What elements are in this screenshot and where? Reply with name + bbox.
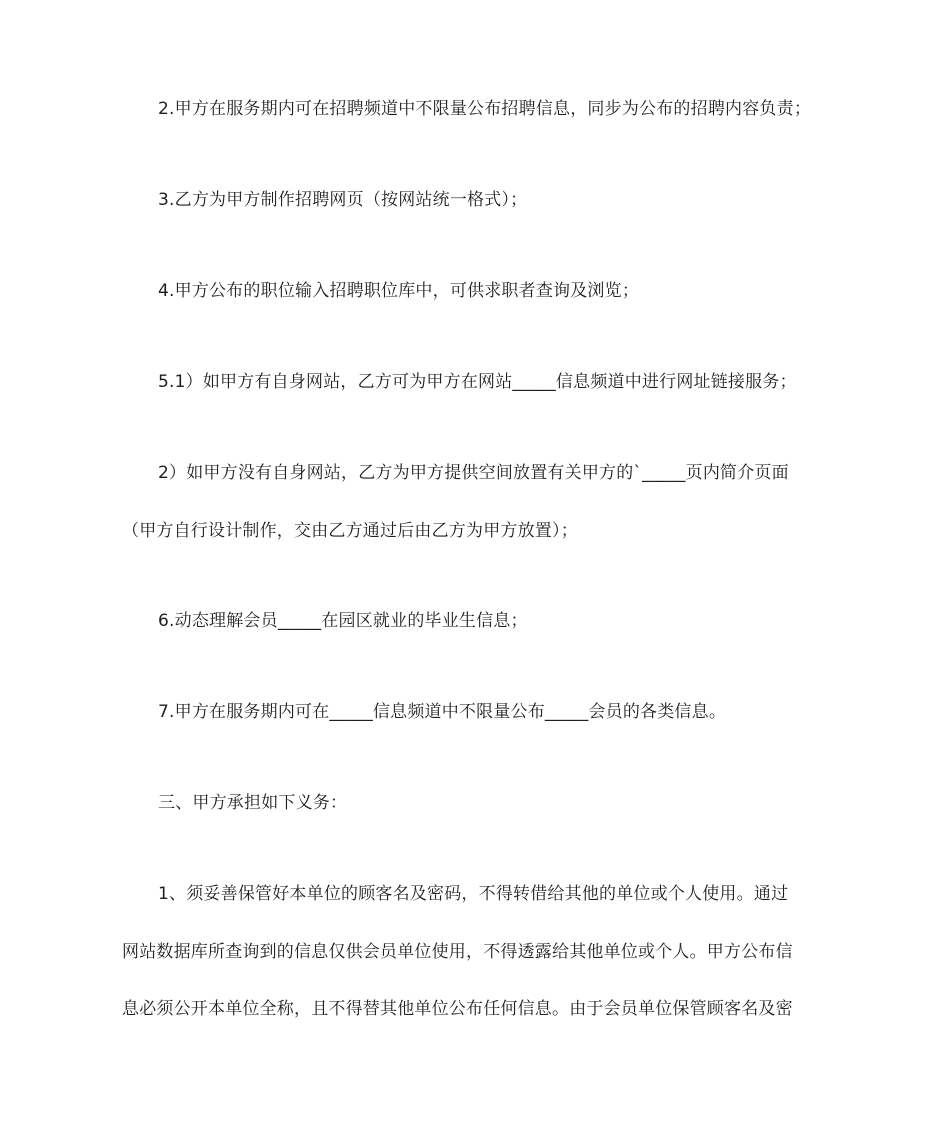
clause-6-text: 6.动态理解会员_____在园区就业的毕业生信息； [158,611,528,631]
obligation-1-line-1: 1、须妥善保管好本单位的顾客名及密码，不得转借给其他的单位或个人使用。通过 [158,884,789,904]
obligation-1-line-2: 网站数据库所查询到的信息仅供会员单位使用，不得透露给其他单位或个人。甲方公布信 [122,942,793,962]
clause-5-2-continuation: （甲方自行设计制作，交由乙方通过后由乙方为甲方放置）； [122,521,578,541]
clause-7-text: 7.甲方在服务期内可在_____信息频道中不限量公布_____会员的各类信息。 [158,702,727,722]
section-3-heading: 三、甲方承担如下义务： [158,793,348,813]
clause-4-text: 4.甲方公布的职位输入招聘职位库中，可供求职者查询及浏览； [158,281,640,301]
clause-5-1-text: 5.1）如甲方有自身网站，乙方可为甲方在网站_____信息频道中进行网址链接服务； [158,372,797,392]
obligation-1-line-3: 息必须公开本单位全称，且不得替其他单位公布任何信息。由于会员单位保管顾客名及密 [122,999,793,1019]
clause-3-text: 3.乙方为甲方制作招聘网页（按网站统一格式）； [158,190,528,210]
clause-2-text: 2.甲方在服务期内可在招聘频道中不限量公布招聘信息，同步为公布的招聘内容负责； [158,99,812,119]
clause-5-2-text: 2）如甲方没有自身网站，乙方为甲方提供空间放置有关甲方的`_____页内简介页面 [158,463,789,483]
